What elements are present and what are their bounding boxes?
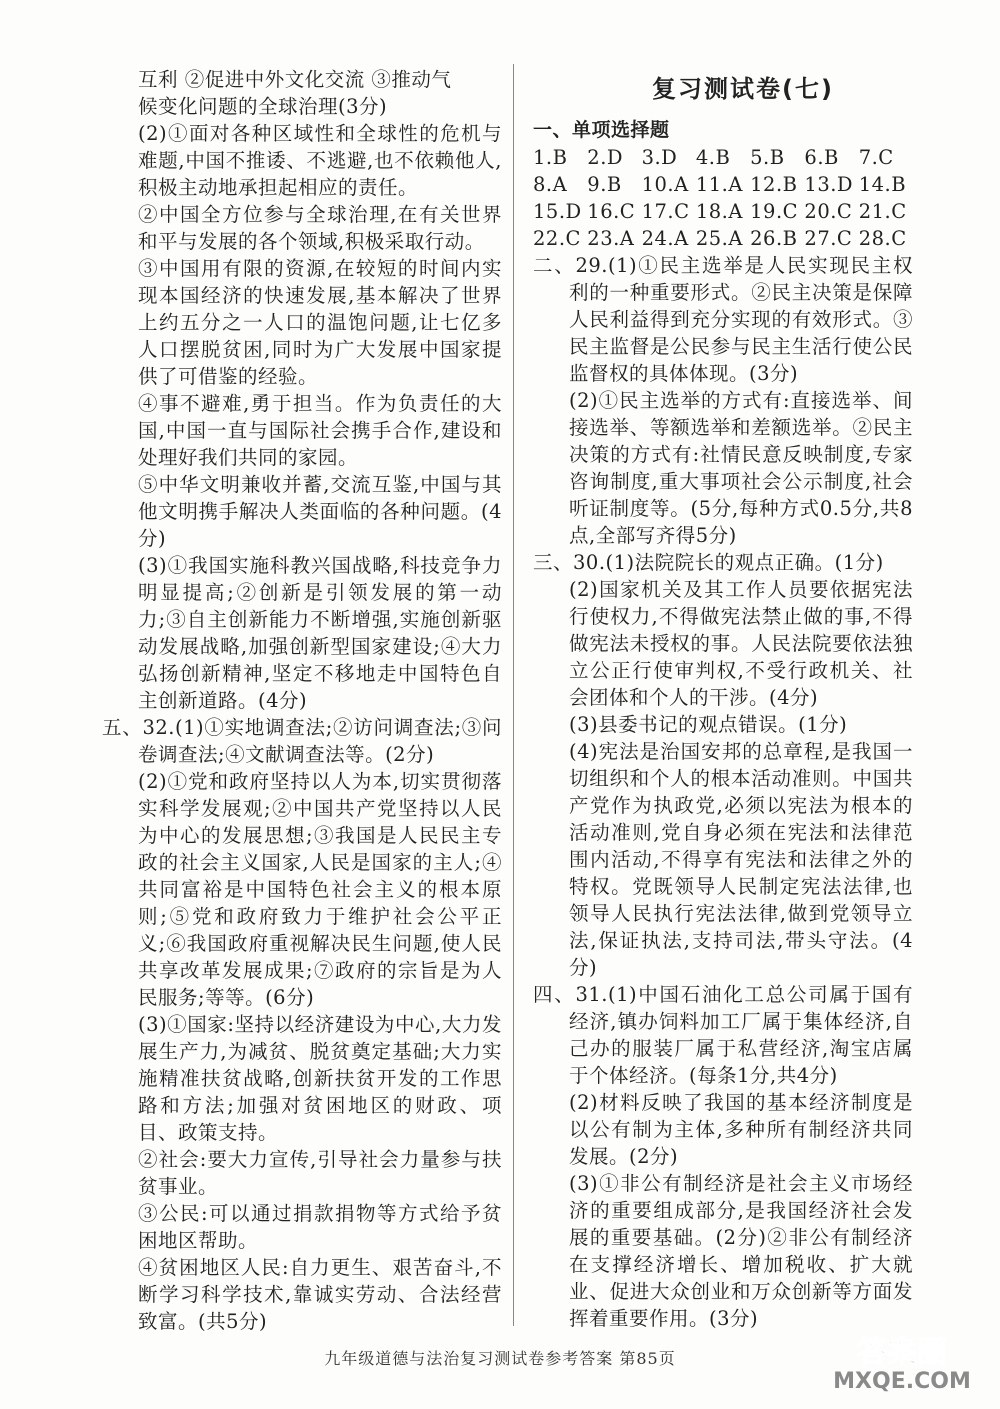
- mc-answer: 11.A: [695, 173, 743, 196]
- mc-answer: 15.D: [533, 200, 582, 223]
- mc-answer: 7.C: [858, 146, 894, 169]
- answer-paragraph: (3)①国家:坚持以经济建设为中心,大力发展生产力,为减贫、脱贫奠定基础;大力实施精准扶贫战略,创新扶贫开发的工作思路和方法;加强对贫困地区的财政、项目、政策支持。: [138, 1013, 502, 1144]
- section-heading-single-choice: 一、单项选择题: [533, 119, 670, 141]
- mc-answer: 5.B: [750, 146, 785, 169]
- answer-paragraph: ②中国全方位参与全球治理,在有关世界和平与发展的各个领域,积极采取行动。: [138, 203, 502, 253]
- answer-paragraph: (2)①党和政府坚持以人为本,切实贯彻落实科学发展观;②中国共产党坚持以人民为中心的发展思想;③我国是人民民主专政的社会主义国家,人民是国家的主人;④共同富裕是中国特色社会主义的根本原则;⑤党和政府致力于维护社会公平正义;⑥我国政府重视解决民生问题,使人民共享改革发展成果;⑦政府的宗旨是为人民服务;等等。(6分): [138, 770, 502, 1009]
- watermark-logo: [822, 1326, 982, 1396]
- watermark-top-text: 答案圈: [857, 1335, 947, 1370]
- mc-answer: 20.C: [804, 200, 853, 223]
- mc-answer: 6.B: [804, 146, 839, 169]
- answer-paragraph: (3)①我国实施科教兴国战略,科技竞争力明显提高;②创新是引领发展的第一动力;③自主创新能力不断增强,实施创新驱动发展战略,加强创新型国家建设;④大力弘扬创新精神,坚定不移地走中国特色自主创新道路。(4分): [138, 554, 502, 712]
- mc-answer: 1.B: [533, 146, 568, 169]
- mc-answer: 27.C: [804, 227, 853, 250]
- mc-answer: 21.C: [858, 200, 907, 223]
- mc-answer: 19.C: [750, 200, 799, 223]
- mc-answer: 2.D: [587, 146, 624, 169]
- left-column: [102, 66, 502, 1335]
- mc-answer: 8.A: [533, 173, 568, 196]
- test-title: 复习测试卷(七): [652, 75, 834, 103]
- answer-paragraph: (2)①面对各种区域性和全球性的危机与难题,中国不推诿、不逃避,也不依赖他人,积极主动地承担起相应的责任。: [138, 122, 502, 199]
- mc-answer: 24.A: [641, 227, 689, 250]
- answer-paragraph: (3)①非公有制经济是社会主义市场经济的重要组成部分,是我国经济社会发展的重要基础。(2分)②非公有制经济在支撑经济增长、增加税收、扩大就业、促进大众创业和万众创新等方面发挥着重要作用。(3分): [569, 1172, 913, 1330]
- mc-answer: 9.B: [587, 173, 622, 196]
- mc-answer: 22.C: [533, 227, 581, 250]
- answer-paragraph: 四、31.(1)中国石油化工总公司属于国有经济,镇办饲料加工厂属于集体经济,自己办的服装厂属于私营经济,淘宝店属于个体经济。(每条1分,共4分): [533, 983, 913, 1087]
- mc-answer: 23.A: [587, 227, 635, 250]
- mc-answer: 25.A: [695, 227, 743, 250]
- answer-paragraph: ⑤中华文明兼收并蓄,交流互鉴,中国与其他文明携手解决人类面临的各种问题。(4分): [138, 473, 502, 550]
- answer-paragraph: (2)国家机关及其工作人员要依据宪法行使权力,不得做宪法禁止做的事,不得做宪法未授权的事。人民法院要依法独立公正行使审判权,不受行政机关、社会团体和个人的干涉。(4分): [569, 578, 913, 709]
- answer-paragraph: ②社会:要大力宣传,引导社会力量参与扶贫事业。: [138, 1148, 502, 1198]
- answer-paragraph: (2)材料反映了我国的基本经济制度是以公有制为主体,多种所有制经济共同发展。(2分): [569, 1091, 913, 1168]
- mc-answer: 3.D: [641, 146, 678, 169]
- answer-paragraph: 二、29.(1)①民主选举是人民实现民主权利的一种重要形式。②民主决策是保障人民利益得到充分实现的有效形式。③民主监督是公民参与民主生活行使公民监督权的具体体现。(3分): [533, 254, 913, 385]
- answer-paragraph: ④事不避难,勇于担当。作为负责任的大国,中国一直与国际社会携手合作,建设和处理好我们共同的家园。: [138, 392, 502, 469]
- mc-answer: 12.B: [750, 173, 798, 196]
- answer-paragraph: ③中国用有限的资源,在较短的时间内实现本国经济的快速发展,基本解决了世界上约五分之一人口的温饱问题,让七亿多人口摆脱贫困,同时为广大发展中国家提供了可借鉴的经验。: [138, 257, 502, 388]
- answer-paragraph: 互利 ②促进中外文化交流 ③推动气: [138, 68, 452, 91]
- mc-answer: 14.B: [858, 173, 907, 196]
- answer-paragraph: 五、32.(1)①实地调查法;②访问调查法;③问卷调查法;④文献调查法等。(2分): [102, 716, 502, 766]
- page-footer: 九年级道德与法治复习测试卷参考答案 第85页: [324, 1349, 676, 1368]
- mc-answer: 17.C: [641, 200, 690, 223]
- right-column: [533, 66, 913, 1332]
- mc-answer: 4.B: [695, 146, 731, 169]
- watermark-bottom-text: MXQE.COM: [833, 1369, 971, 1394]
- column-divider: [513, 64, 514, 1326]
- answer-paragraph: 候变化问题的全球治理(3分): [138, 95, 388, 118]
- answer-paragraph: ④贫困地区人民:自力更生、艰苦奋斗,不断学习科学技术,靠诚实劳动、合法经营致富。(共5分): [138, 1256, 502, 1333]
- answer-paragraph: (4)宪法是治国安邦的总章程,是我国一切组织和个人的根本活动准则。中国共产党作为执政党,必须以宪法为根本的活动准则,党自身必须在宪法和法律范围内活动,不得享有宪法和法律之外的特权。党既领导人民制定宪法法律,也领导人民执行宪法法律,做到党领导立法,保证执法,支持司法,带头守法。(4分): [569, 740, 913, 979]
- answer-paragraph: ③公民:可以通过捐款捐物等方式给予贫困地区帮助。: [138, 1202, 502, 1252]
- mc-answer: 10.A: [641, 173, 689, 196]
- mc-answer: 18.A: [695, 200, 743, 223]
- mc-answer: 16.C: [587, 200, 636, 223]
- answer-paragraph: (2)①民主选举的方式有:直接选举、间接选举、等额选举和差额选举。②民主决策的方式有:社情民意反映制度,专家咨询制度,重大事项社会公示制度,社会听证制度等。(5分,每种方式0.5分,共8点,全部写齐得5分): [569, 389, 913, 547]
- answer-grid: [533, 144, 913, 252]
- answer-paragraph: 三、30.(1)法院院长的观点正确。(1分): [533, 551, 884, 574]
- answer-paragraph: (3)县委书记的观点错误。(1分): [569, 713, 848, 736]
- mc-answer: 26.B: [750, 227, 798, 250]
- mc-answer: 13.D: [804, 173, 854, 196]
- mc-answer: 28.C: [858, 227, 907, 250]
- right-paragraphs: [533, 252, 913, 1332]
